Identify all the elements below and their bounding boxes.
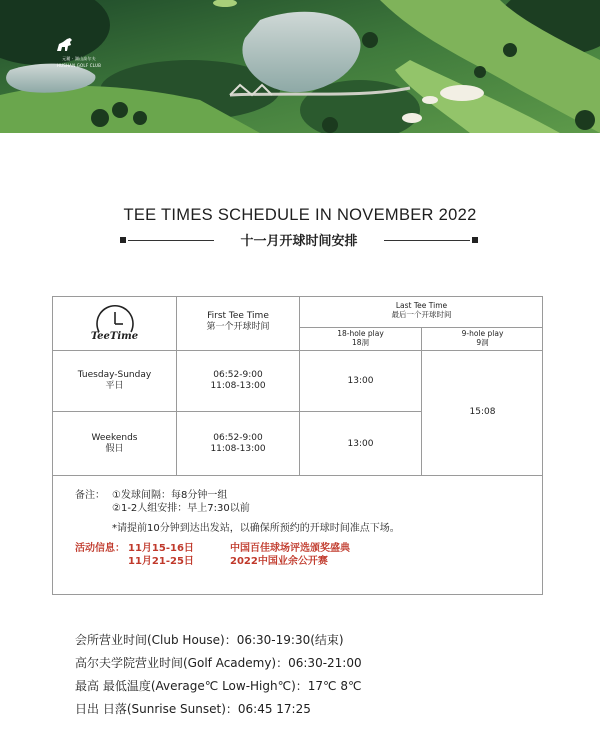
- row-weekday-en: Tuesday-Sunday: [77, 370, 152, 380]
- title-chinese: 十一月开球时间安排: [240, 234, 358, 249]
- col-9-hole-header: [422, 329, 543, 347]
- row-weekday-label: [53, 370, 176, 392]
- title-right-rule: [384, 240, 470, 241]
- col-9-hole-cn: 9洞: [476, 338, 489, 347]
- row-weekend-en: Weekends: [91, 433, 138, 443]
- promo-label: 活动信息：: [75, 543, 125, 554]
- col-18-hole-en: 18-hole play: [337, 329, 384, 338]
- horse-logo-icon: [54, 36, 76, 54]
- col-18-hole-cn: 18洞: [351, 338, 370, 347]
- title-english: TEE TIMES SCHEDULE IN NOVEMBER 2022: [123, 206, 477, 224]
- academy-hours: 高尔夫学院营业时间(Golf Academy)：06:30-21:00: [75, 656, 362, 670]
- first-tee-header-en: First Tee Time: [207, 311, 269, 321]
- note-item-1: ①发球间隔：每8分钟一组: [112, 490, 228, 501]
- promo-1-event: 中国百佳球场评选颁奖盛典: [230, 543, 350, 554]
- col-18-hole-header: [300, 329, 421, 347]
- teetime-logo-label: TeeTime: [90, 331, 139, 342]
- promo-2-event: 2022中国业余公开赛: [230, 556, 328, 567]
- grid-line: [53, 350, 543, 351]
- promo-1-date: 11月15-16日: [128, 543, 194, 554]
- promo-2-date: 11月21-25日: [128, 556, 194, 567]
- row-weekday-first-tee: [177, 370, 299, 392]
- notes-label: 备注：: [75, 490, 105, 501]
- club-logo-text: 元麓 · 湖山高尔夫: [62, 56, 96, 61]
- row-weekend-first-tee: [177, 433, 299, 455]
- teetime-logo-cell: [53, 297, 176, 350]
- sunrise-sunset-info: 日出 日落(Sunrise Sunset)：06:45 17:25: [75, 702, 311, 716]
- row-weekday-last-18: 13:00: [347, 376, 374, 386]
- row-weekend-last-18: 13:00: [347, 439, 374, 449]
- row-weekday-cn: 平日: [105, 381, 124, 391]
- row-weekend-cn: 假日: [105, 444, 124, 454]
- row-weekend-first-2: 11:08-13:00: [210, 444, 266, 454]
- row-weekend-label: [53, 433, 176, 455]
- first-tee-header-cn: 第一个开球时间: [206, 322, 270, 332]
- row-weekend-first-1: 06:52-9:00: [213, 433, 263, 443]
- grid-line: [299, 327, 543, 328]
- club-logo: [54, 36, 104, 68]
- col-9-hole-en: 9-hole play: [461, 329, 504, 338]
- last-tee-header-en: Last Tee Time: [395, 301, 448, 310]
- temperature-info: 最高 最低温度(Average℃ Low-High℃)：17℃ 8℃: [75, 679, 362, 693]
- last-tee-header: [300, 301, 543, 319]
- row-weekday-first-2: 11:08-13:00: [210, 381, 266, 391]
- first-tee-header: [177, 311, 299, 333]
- last-9-hole-time: 15:08: [469, 407, 496, 417]
- course-aerial-banner: [0, 0, 600, 133]
- grid-line: [53, 411, 421, 412]
- last-tee-header-cn: 最后一个开球时间: [391, 310, 452, 319]
- note-item-2: ②1-2人组安排：早上7:30以前: [112, 503, 250, 514]
- club-logo-subtext: HUSHAN GOLF CLUB: [56, 63, 102, 68]
- title-right-square: [472, 237, 478, 243]
- tee-time-schedule: [52, 296, 543, 595]
- title-chinese-row: [120, 230, 478, 250]
- row-weekday-first-1: 06:52-9:00: [213, 370, 263, 380]
- grid-line: [53, 475, 543, 476]
- note-reminder: *请提前10分钟到达出发站，以确保所预约的开球时间准点下场。: [112, 523, 400, 534]
- clubhouse-hours: 会所营业时间(Club House)：06:30-19:30(结束): [75, 633, 344, 647]
